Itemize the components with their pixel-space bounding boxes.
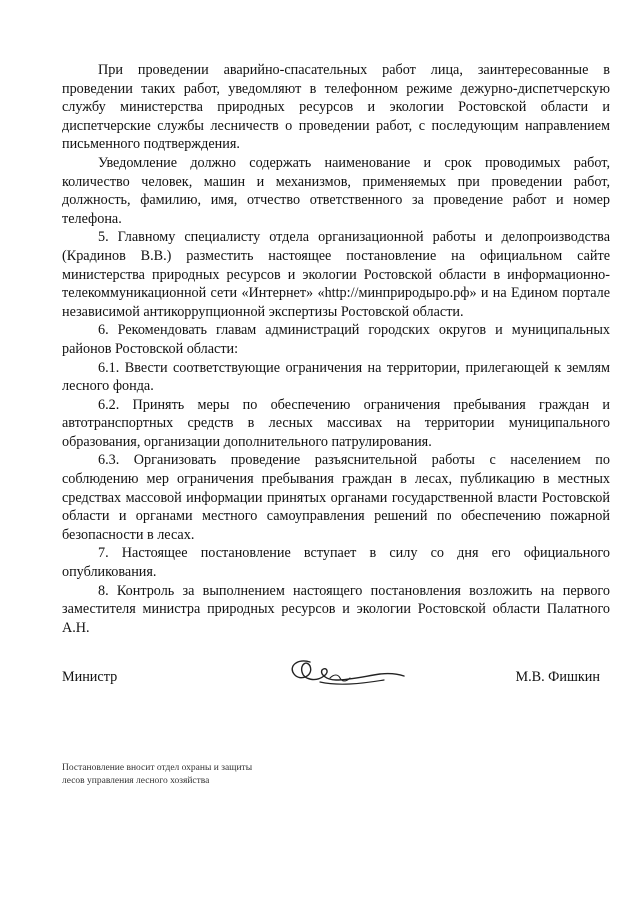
- footer-line-1: Постановление вносит отдел охраны и защиты: [62, 763, 253, 773]
- signatory-title: Министр: [62, 669, 118, 685]
- signatory-name: М.В. Фишкин: [515, 669, 600, 685]
- paragraph-item-6-2: 6.2. Принять меры по обеспечению ограничения пребывания граждан и автотранспортных средств в лесных массивах на территории муниципального образования, организации дополнительного патрулирования.: [62, 396, 610, 450]
- footer-note: [62, 762, 362, 787]
- footer-line-2: лесов управления лесного хозяйства: [62, 775, 210, 786]
- paragraph-item-7: 7. Настоящее постановление вступает в силу со дня его официального опубликования.: [62, 545, 610, 581]
- paragraph-emergency-works: При проведении аварийно-спасательных работ лица, заинтересованные в проведении таких работ, уведомляют в телефонном режиме дежурно-диспетчерскую службу министерства природных ресурсов и экологии Ростовской области и диспетчерские службы лесничеств о проведении работ, с последующим направлением письменного подтверждения.: [62, 62, 610, 153]
- paragraph-item-8: 8. Контроль за выполнением настоящего постановления возложить на первого заместителя министра природных ресурсов и экологии Ростовской области Палатного А.Н.: [62, 582, 610, 636]
- paragraph-item-6-1: 6.1. Ввести соответствующие ограничения на территории, прилегающей к землям лесного фонда.: [62, 359, 610, 395]
- document-body: [62, 61, 610, 637]
- paragraph-item-6: 6. Рекомендовать главам администраций городских округов и муниципальных районов Ростовской области:: [62, 322, 610, 357]
- paragraph-notification-content: Уведомление должно содержать наименование и срок проводимых работ, количество человек, машин и механизмов, применяемых при проведении работ, должность, фамилию, имя, отчество ответственного за проведение работ и номер телефона.: [62, 154, 610, 227]
- paragraph-item-5: 5. Главному специалисту отдела организационной работы и делопроизводства (Крадинов В.В.) разместить настоящее постановление на официальном сайте министерства природных ресурсов и экологии Ростовской области в информационно-телекоммуникационной сети «Интернет» «http://минприродыро.рф» и на Едином портале независимой антикоррупционной экспертизы Ростовской области.: [62, 229, 610, 320]
- handwritten-signature: [280, 652, 410, 698]
- signature-block: [62, 652, 610, 702]
- paragraph-item-6-3: 6.3. Организовать проведение разъяснительной работы с населением по соблюдению мер ограничения пребывания граждан в лесах, публикацию в местных средствах массовой информации принятых органами государственной власти Ростовской области и органами местного самоуправления решений по обеспечению пожарной безопасности в лесах.: [62, 452, 610, 543]
